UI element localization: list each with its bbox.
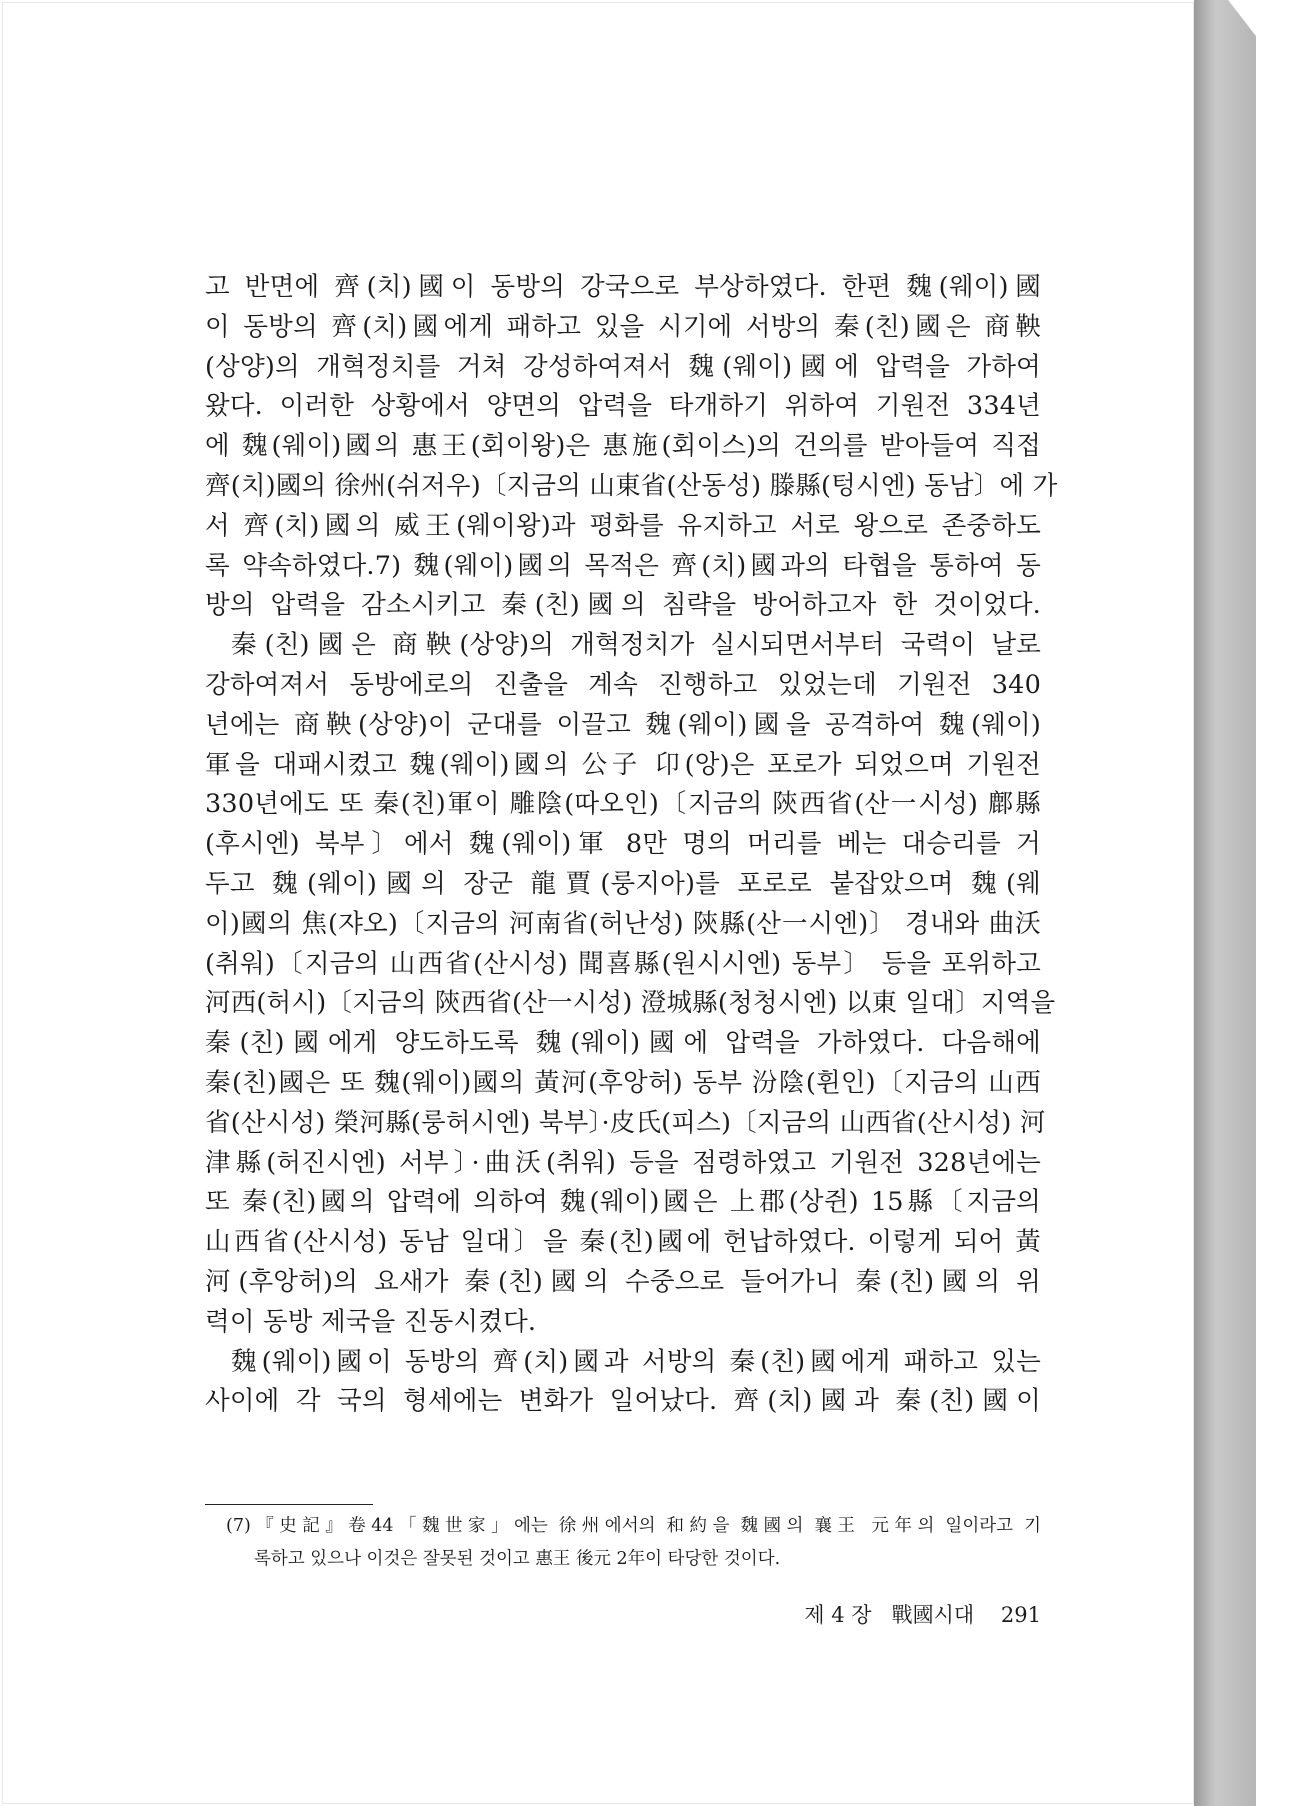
body-line: 이 동방의 齊(치)國에게 패하고 있을 시기에 서방의 秦(친)國은 商鞅 (205, 311, 1041, 342)
footnote-rule (205, 1504, 373, 1505)
page-number: 291 (1000, 1603, 1041, 1627)
body-line: 력이 동방 제국을 진동시켰다. (205, 1306, 537, 1337)
body-line: 齊(치)國의 徐州(쉬저우)〔지금의 山東省(산동성) 滕縣(텅시엔) 동남〕에 가 (205, 470, 1058, 501)
body-line: 이)國의 焦(쟈오)〔지금의 河南省(허난성) 陝縣(산一시엔)〕 경내와 曲沃 (205, 908, 1041, 939)
body-line: 또 秦(친)國의 압력에 의하여 魏(웨이)國은 上郡(상쥔) 15縣〔지금의 (205, 1187, 1041, 1218)
body-line: 두고 魏(웨이)國의 장군 龍賈(룽지아)를 포로로 붙잡았으며 魏(웨 (205, 868, 1041, 899)
body-line: (후시엔) 북부〕에서 魏(웨이)軍 8만 명의 머리를 베는 대승리를 거 (205, 829, 1041, 860)
body-line: 省(산시성) 榮河縣(룽허시엔) 북부〕·皮氏(피스)〔지금의 山西省(산시성) 河 (205, 1107, 1046, 1138)
body-line: 방의 압력을 감소시키고 秦(친)國의 침략을 방어하고자 한 것이었다. (205, 590, 1041, 621)
chapter-title: 戰國시대 (891, 1603, 975, 1627)
body-line: 330년에도 또 秦(친)軍이 雕陰(따오인)〔지금의 陝西省(산一시성) 鄜縣 (205, 789, 1041, 820)
body-line: (취워)〔지금의 山西省(산시성) 聞喜縣(원시시엔) 동부〕 등을 포위하고 (205, 948, 1041, 979)
body-line: (상양)의 개혁정치를 거쳐 강성하여져서 魏(웨이)國에 압력을 가하여 (205, 351, 1041, 382)
body-line: 왔다. 이러한 상황에서 양면의 압력을 타개하기 위하여 기원전 334년 (205, 391, 1041, 422)
body-line: 년에는 商鞅(상양)이 군대를 이끌고 魏(웨이)國을 공격하여 魏(웨이) (205, 709, 1041, 740)
body-line: 秦(친)國은 또 魏(웨이)國의 黃河(후앙허) 동부 汾陰(휜인)〔지금의 山西 (205, 1067, 1041, 1098)
body-line: 津縣(허진시엔) 서부〕·曲沃(취워) 등을 점령하였고 기원전 328년에는 (205, 1147, 1041, 1178)
chapter-label: 제 4 장 (804, 1603, 872, 1627)
footnote (226, 1510, 1041, 1576)
book-page-edge (1194, 0, 1256, 1806)
body-line: 록 약속하였다.7) 魏(웨이)國의 목적은 齊(치)國과의 타협을 통하여 동 (205, 550, 1041, 581)
body-line: 魏(웨이)國이 동방의 齊(치)國과 서방의 秦(친)國에게 패하고 있는 (231, 1346, 1041, 1377)
body-line: 河(후앙허)의 요새가 秦(친)國의 수중으로 들어가니 秦(친)國의 위 (205, 1266, 1041, 1297)
footnote-line: 록하고 있으나 이것은 잘못된 것이고 惠王 後元 2年이 타당한 것이다. (254, 1549, 781, 1569)
body-line: 고 반면에 齊(치)國이 동방의 강국으로 부상하였다. 한편 魏(웨이)國 (205, 272, 1041, 302)
body-text (205, 268, 1058, 1422)
body-line: 軍을 대패시켰고 魏(웨이)國의 公子 卬(앙)은 포로가 되었으며 기원전 (205, 749, 1041, 780)
body-line: 山西省(산시성) 동남 일대〕을 秦(친)國에 헌납하였다. 이렇게 되어 黃 (205, 1227, 1041, 1258)
body-line: 에 魏(웨이)國의 惠王(회이왕)은 惠施(회이스)의 건의를 받아들여 직접 (205, 431, 1041, 462)
body-line: 강하여져서 동방에로의 진출을 계속 진행하고 있었는데 기원전 340 (205, 669, 1041, 700)
body-line: 秦(친)國에게 양도하도록 魏(웨이)國에 압력을 가하였다. 다음해에 (205, 1028, 1041, 1059)
body-line: 사이에 각 국의 형세에는 변화가 일어났다. 齊(치)國과 秦(친)國이 (205, 1386, 1041, 1417)
body-line: 秦(친)國은 商鞅(상양)의 개혁정치가 실시되면서부터 국력이 날로 (231, 630, 1041, 661)
running-footer (760, 1595, 1041, 1635)
footnote-line: (7)『史記』卷44「魏世家」에는 徐州에서의 和約을 魏國의 襄王 元年의 일이라고 기 (226, 1516, 1041, 1536)
body-line: 서 齊(치)國의 威王(웨이왕)과 평화를 유지하고 서로 왕으로 존중하도 (205, 510, 1041, 541)
body-line: 河西(허시)〔지금의 陝西省(산一시성) 澄城縣(청청시엔) 以東 일대〕지역을 (205, 988, 1056, 1019)
